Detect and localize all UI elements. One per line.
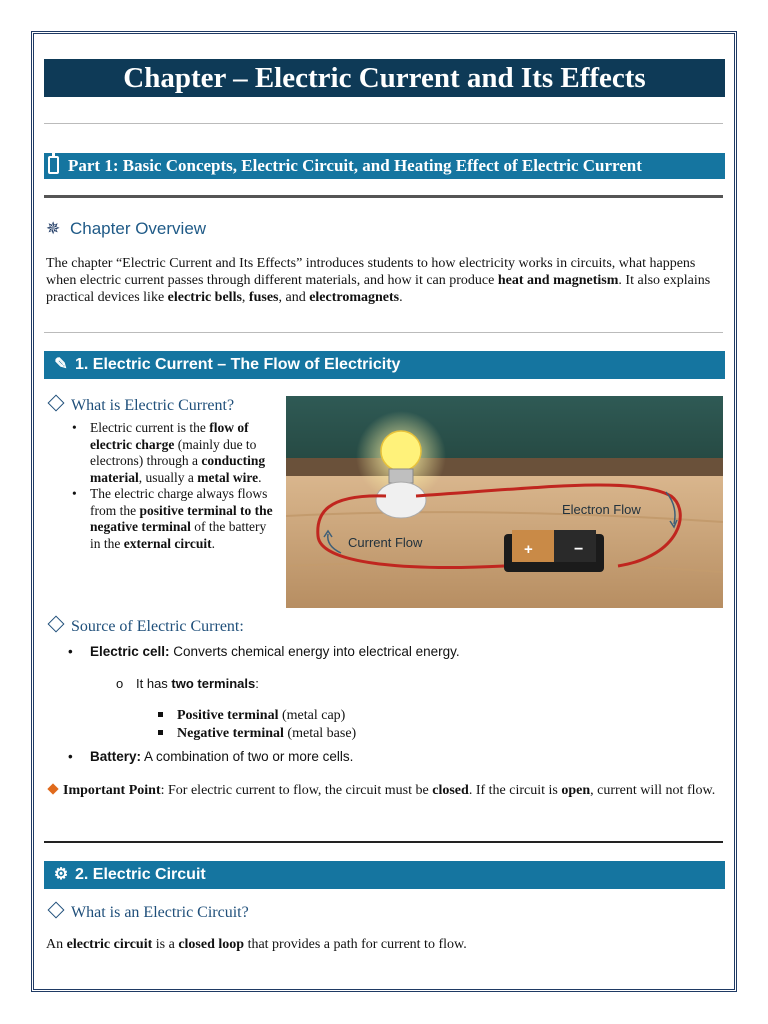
terminal-list bbox=[158, 707, 356, 743]
electron-flow-label: Electron Flow bbox=[562, 502, 641, 517]
page-title: Chapter – Electric Current and Its Effects bbox=[44, 59, 725, 97]
battery-bullet: • Battery: A combination of two or more cells. bbox=[68, 749, 354, 764]
diamond-icon bbox=[48, 616, 65, 633]
divider bbox=[44, 123, 723, 124]
current-flow-label: Current Flow bbox=[348, 535, 423, 550]
section2-heading: ⚙ 2. Electric Circuit bbox=[44, 861, 725, 889]
sparkle-icon: ✵ bbox=[46, 219, 61, 238]
overview-heading: ✵ Chapter Overview bbox=[46, 219, 207, 238]
list-item: • Electric current is the flow of electric charge (mainly due to electrons) through a conducting material, usually a metal wire. bbox=[62, 420, 276, 486]
circuit-image bbox=[286, 396, 723, 608]
minus-sign: − bbox=[574, 541, 584, 558]
circuit-definition: An electric circuit is a closed loop that provides a path for current to flow. bbox=[46, 937, 467, 952]
diamond-icon bbox=[48, 395, 65, 412]
what-is-circuit-heading: What is an Electric Circuit? bbox=[46, 903, 249, 923]
divider bbox=[44, 332, 723, 333]
cell-bullet: • Electric cell: Converts chemical energy into electrical energy. bbox=[68, 644, 460, 659]
gear-icon: ⚙ bbox=[53, 866, 69, 883]
what-is-current-heading: What is Electric Current? bbox=[46, 396, 234, 416]
plus-sign: + bbox=[524, 541, 533, 558]
diamond-icon bbox=[48, 902, 65, 919]
terminals-subbullet: o It has two terminals: bbox=[116, 676, 259, 691]
list-item: • The electric charge always flows from the positive terminal to the negative terminal of the battery in the external circuit. bbox=[62, 486, 276, 552]
divider bbox=[44, 841, 723, 843]
list-item: Negative terminal (metal base) bbox=[158, 725, 356, 743]
important-point: Important Point: For electric current to flow, the circuit must be closed. If the circuit is open, current will not flow. bbox=[46, 782, 723, 799]
part-heading bbox=[44, 153, 725, 179]
section1-heading: ✎ 1. Electric Current – The Flow of Electricity bbox=[44, 351, 725, 379]
overview-paragraph: The chapter “Electric Current and Its Effects” introduces students to how electricity works in circuits, what happens when electric current passes through different materials, and how it can produce heat and magnetism. It also explains practical devices like electric bells, fuses, and electromagnets. bbox=[46, 256, 711, 305]
battery-icon bbox=[48, 156, 59, 174]
divider bbox=[44, 195, 723, 198]
part-heading-label: Part 1: Basic Concepts, Electric Circuit, and Heating Effect of Electric Current bbox=[68, 156, 642, 175]
list-item: Positive terminal (metal cap) bbox=[158, 707, 356, 725]
orange-diamond-icon bbox=[47, 783, 58, 794]
current-bullets bbox=[62, 420, 276, 552]
pen-icon: ✎ bbox=[54, 356, 68, 373]
source-heading: Source of Electric Current: bbox=[46, 617, 244, 637]
